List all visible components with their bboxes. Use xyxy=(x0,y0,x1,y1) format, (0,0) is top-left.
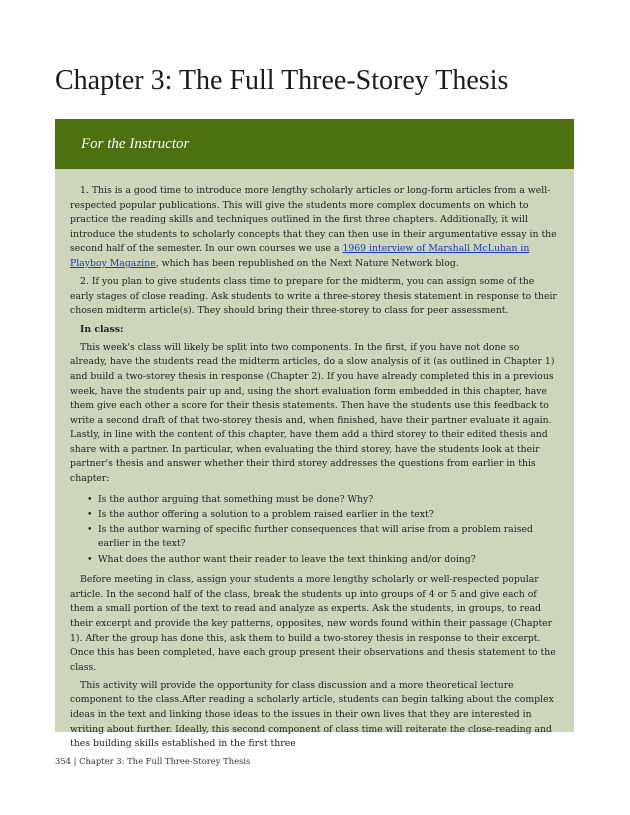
paragraph-1-text-start: 1. This is a good time to introduce more lengthy scholarly articles or long-form articles from a well-respected popular publications. This will give the students more complex documents on which to practice the reading skills and techniques outlined in the first three chapters. Additionally, it will introduce the students to scholarly concepts that they can then use in their argumentative essay in the second half of the semester. In our own courses we use a xyxy=(70,185,557,255)
paragraph-5: This activity will provide the opportunity for class discussion and a more theoretical lecture component to the class.After reading a scholarly article, students can begin talking about the complex ideas in the text and linking those ideas to the issues in their own lives that they are interested in writing about further. Ideally, this second component of class time will reiterate the close-reading and thes building skills established in the first three xyxy=(70,679,554,750)
chapter-title: Chapter 3: The Full Three-Storey Thesis xyxy=(55,65,509,96)
question-item-1 xyxy=(70,493,557,508)
question-item-4 xyxy=(70,553,557,568)
question-item-3 xyxy=(70,523,557,552)
instructor-box xyxy=(55,119,574,750)
in-class-label-text: In class: xyxy=(80,323,124,335)
bullet-icon: • xyxy=(87,523,93,535)
instructor-box-title: For the Instructor xyxy=(81,136,190,152)
question-text-1: Is the author arguing that something must be done? Why? xyxy=(98,493,374,505)
bullet-icon: • xyxy=(87,508,93,520)
question-list xyxy=(70,493,557,567)
paragraph-4: Before meeting in class, assign your students a more lengthy scholarly or well-respected popular article. In the second half of the class, break the students up into groups of 4 or 5 and give each of them a small portion of the text to read and analyze as experts. Ask the students, in groups, to read their excerpt and provide the key patterns, opposites, new words found within their passage (Chapter 1). After the group has done this, ask them to build a two-storey thesis in response to their excerpt. Once this has been completed, have each group present their observations and thesis statement to the class. xyxy=(70,574,556,673)
page-footer: 354 | Chapter 3: The Full Three-Storey Thesis xyxy=(55,756,251,766)
bullet-icon: • xyxy=(87,553,93,565)
paragraph-2: 2. If you plan to give students class time to prepare for the midterm, you can assign some of the early stages of close reading. Ask students to write a three-storey thesis statement in response to their chosen midterm article(s). They should bring their three-storey to class for peer assessment. xyxy=(70,276,557,317)
paragraph-1-text-end: , which has been republished on the Next Nature Network blog. xyxy=(155,257,459,269)
question-text-2: Is the author offering a solution to a problem raised earlier in the text? xyxy=(98,508,434,520)
mcluhan-interview-link[interactable]: 1969 interview of Marshall McLuhan in Playboy Magazine xyxy=(70,243,530,269)
question-text-3: Is the author warning of specific further consequences that will arise from a problem raised earlier in the text? xyxy=(98,523,533,550)
instructor-box-body xyxy=(55,169,574,752)
paragraph-3: This week's class will likely be split into two components. In the first, if you have not done so already, have the students read the midterm articles, do a slow analysis of it (as outlined in Chapter 1) and build a two-storey thesis in response (Chapter 2). If you have already completed this in a previous week, have the students pair up and, using the short evaluation form embedded in this chapter, have them give each other a score for their thesis statements. Then have the students use this feedback to write a second draft of that two-storey thesis and, when finished, have their partner evaluate it again. Lastly, in line with the content of this chapter, have them add a third storey to their edited thesis and share with a partner. In particular, when evaluating the third storey, have the students look at their partner's thesis and answer whether their third storey addresses the questions from earlier in this chapter: xyxy=(70,341,555,485)
instructor-box-header xyxy=(55,119,574,169)
question-item-2 xyxy=(70,508,557,523)
bullet-icon: • xyxy=(87,493,93,505)
paragraph-1 xyxy=(70,184,557,272)
in-class-label xyxy=(70,323,557,338)
question-text-4: What does the author want their reader to leave the text thinking and/or doing? xyxy=(98,553,476,565)
